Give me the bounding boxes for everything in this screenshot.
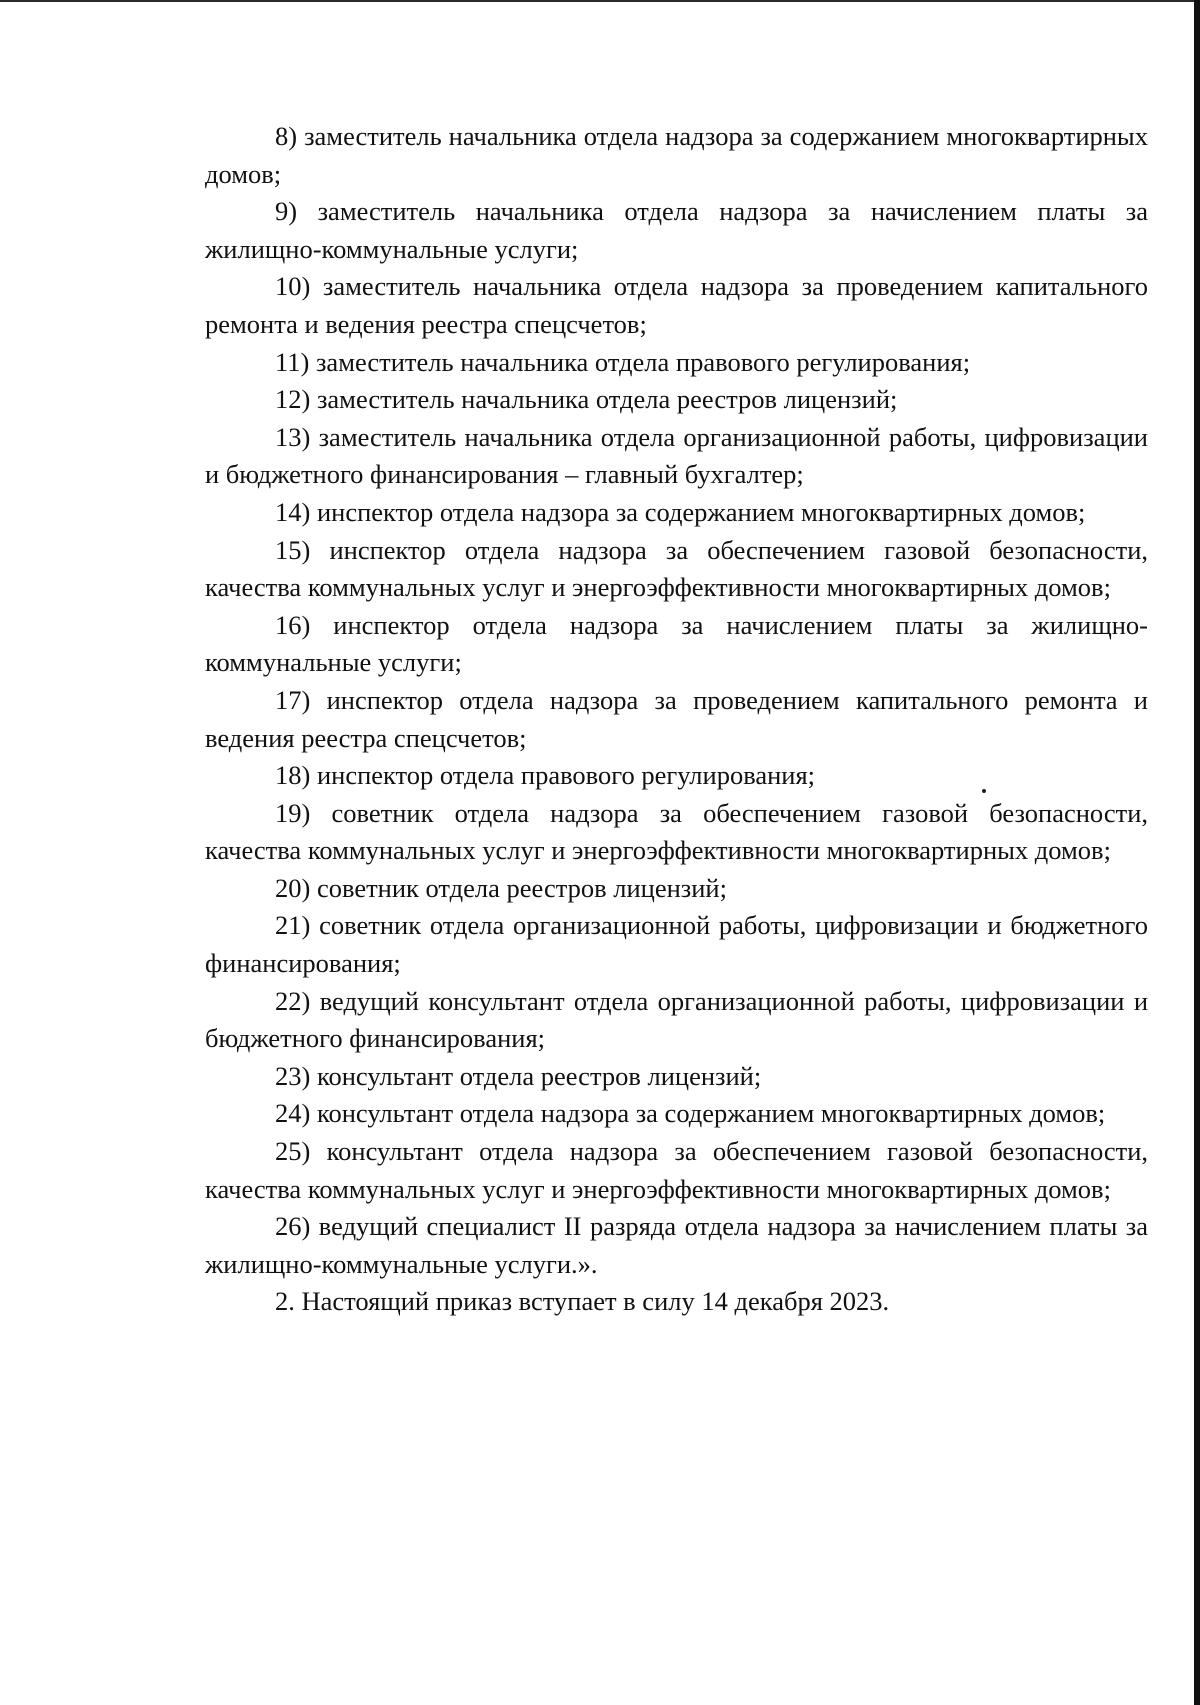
list-item-17: 17) инспектор отдела надзора за проведением капитального ремонта и ведения реестра спецсчетов;	[205, 684, 1148, 753]
list-item-23: 23) консультант отдела реестров лицензий;	[275, 1060, 762, 1091]
list-item-10: 10) заместитель начальника отдела надзора за проведением капитального ремонта и ведения реестра спецсчетов;	[205, 271, 1148, 339]
list-item-22: 22) ведущий консультант отдела организационной работы, цифровизации и бюджетного финансирования;	[205, 985, 1148, 1054]
list-item-25: 25) консультант отдела надзора за обеспечением газовой безопасности, качества коммунальных услуг и энергоэффективности многоквартирных домов;	[205, 1136, 1148, 1204]
list-item-18: 18) инспектор отдела правового регулирования;	[275, 760, 816, 791]
list-item-14: 14) инспектор отдела надзора за содержанием многоквартирных домов;	[275, 496, 1086, 527]
list-item-15: 15) инспектор отдела надзора за обеспечением газовой безопасности, качества коммунальных услуг и энергоэффективности многоквартирных домов;	[205, 534, 1148, 603]
list-item-26: 26) ведущий специалист II разряда отдела надзора за начислением платы за жилищно-коммунальные услуги.».	[205, 1211, 1148, 1279]
list-item-19: 19) советник отдела надзора за обеспечением газовой безопасности, качества коммунальных услуг и энергоэффективности многоквартирных домов;	[205, 797, 1148, 866]
scan-top-edge	[0, 0, 1200, 2]
document-body	[205, 118, 1148, 1321]
list-item-9: 9) заместитель начальника отдела надзора за начислением платы за жилищно-коммунальные услуги;	[205, 196, 1148, 264]
list-item-8: 8) заместитель начальника отдела надзора за содержанием многоквартирных домов;	[205, 121, 1148, 189]
list-item-12: 12) заместитель начальника отдела реестров лицензий;	[275, 384, 898, 415]
list-item-21: 21) советник отдела организационной работы, цифровизации и бюджетного финансирования;	[205, 910, 1148, 979]
list-item-20: 20) советник отдела реестров лицензий;	[275, 872, 727, 903]
list-item-16: 16) инспектор отдела надзора за начислением платы за жилищно-коммунальные услуги;	[205, 609, 1148, 678]
list-item-13: 13) заместитель начальника отдела организационной работы, цифровизации и бюджетного финансирования – главный бухгалтер;	[205, 421, 1148, 490]
list-item-11: 11) заместитель начальника отдела правового регулирования;	[275, 346, 971, 377]
scan-right-edge	[1194, 0, 1200, 1705]
list-item-24: 24) консультант отдела надзора за содержанием многоквартирных домов;	[275, 1098, 1106, 1129]
effective-date-clause: 2. Настоящий приказ вступает в силу 14 декабря 2023.	[275, 1286, 890, 1317]
